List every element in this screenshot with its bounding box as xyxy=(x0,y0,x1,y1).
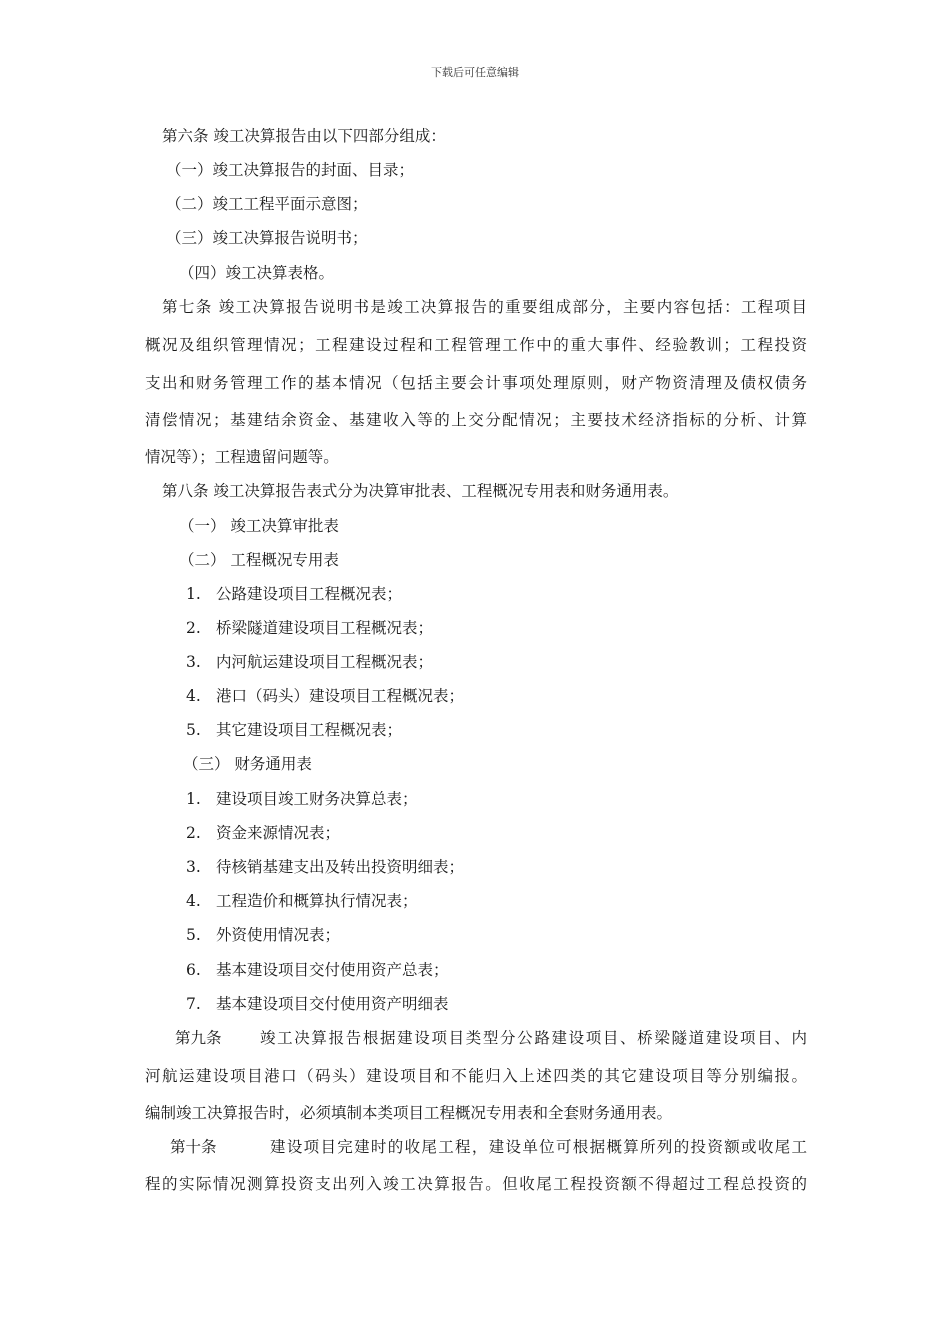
page-header: 下载后可任意编辑 xyxy=(431,66,519,79)
section-3-item: 3. 待核销基建支出及转出投资明细表； xyxy=(186,858,465,876)
article-9-line-2: 河航运建设项目港口（码头）建设项目和不能归入上述四类的其它建设项目等分别编报。 xyxy=(145,1067,807,1085)
section-3-item: 7. 基本建设项目交付使用资产明细表 xyxy=(186,995,449,1013)
article-6-title: 第六条 竣工决算报告由以下四部分组成： xyxy=(162,127,446,145)
section-3-item: 1. 建设项目竣工财务决算总表； xyxy=(186,790,418,808)
article-10-line-1: 建设项目完建时的收尾工程，建设单位可根据概算所列的投资额或收尾工 xyxy=(270,1138,807,1156)
section-2-item: 1. 公路建设项目工程概况表； xyxy=(186,585,403,603)
section-3-item: 2. 资金来源情况表； xyxy=(186,824,341,842)
article-9-line-1: 竣工决算报告根据建设项目类型分公路建设项目、桥梁隧道建设项目、内 xyxy=(260,1029,807,1047)
article-10-line-2: 程的实际情况测算投资支出列入竣工决算报告。但收尾工程投资额不得超过工程总投资的 xyxy=(145,1175,807,1193)
article-6-item-1: （一）竣工决算报告的封面、目录； xyxy=(166,161,415,179)
section-3-item: 5. 外资使用情况表； xyxy=(186,926,341,944)
article-9-line-3: 编制竣工决算报告时，必须填制本类项目工程概况专用表和全套财务通用表。 xyxy=(145,1104,673,1122)
article-6-item-4: （四）竣工决算表格。 xyxy=(179,264,335,282)
section-3-item: 6. 基本建设项目交付使用资产总表； xyxy=(186,961,449,979)
article-7-line-3: 支出和财务管理工作的基本情况（包括主要会计事项处理原则，财产物资清理及债权债务 xyxy=(145,374,807,392)
article-7-line-4: 清偿情况；基建结余资金、基建收入等的上交分配情况；主要技术经济指标的分析、计算 xyxy=(145,411,807,429)
article-8-section-1: （一） 竣工决算审批表 xyxy=(179,517,339,535)
article-8-title: 第八条 竣工决算报告表式分为决算审批表、工程概况专用表和财务通用表。 xyxy=(162,482,679,500)
section-3-item: 4. 工程造价和概算执行情况表； xyxy=(186,892,418,910)
section-2-item: 3. 内河航运建设项目工程概况表； xyxy=(186,653,434,671)
article-8-section-3: （三） 财务通用表 xyxy=(183,755,312,773)
section-2-item: 4. 港口（码头）建设项目工程概况表； xyxy=(186,687,465,705)
article-8-section-2: （二） 工程概况专用表 xyxy=(179,551,339,569)
section-2-item: 2. 桥梁隧道建设项目工程概况表； xyxy=(186,619,434,637)
article-7-line-5: 情况等）；工程遗留问题等。 xyxy=(145,448,339,466)
article-7-line-2: 概况及组织管理情况；工程建设过程和工程管理工作中的重大事件、经验教训；工程投资 xyxy=(145,336,807,354)
article-10-label: 第十条 xyxy=(170,1138,217,1156)
article-6-item-3: （三）竣工决算报告说明书； xyxy=(166,229,368,247)
article-9-label: 第九条 xyxy=(175,1029,222,1047)
article-7-line-1: 第七条 竣工决算报告说明书是竣工决算报告的重要组成部分，主要内容包括：工程项目 xyxy=(162,298,807,316)
section-2-item: 5. 其它建设项目工程概况表； xyxy=(186,721,403,739)
article-6-item-2: （二）竣工工程平面示意图； xyxy=(166,195,368,213)
